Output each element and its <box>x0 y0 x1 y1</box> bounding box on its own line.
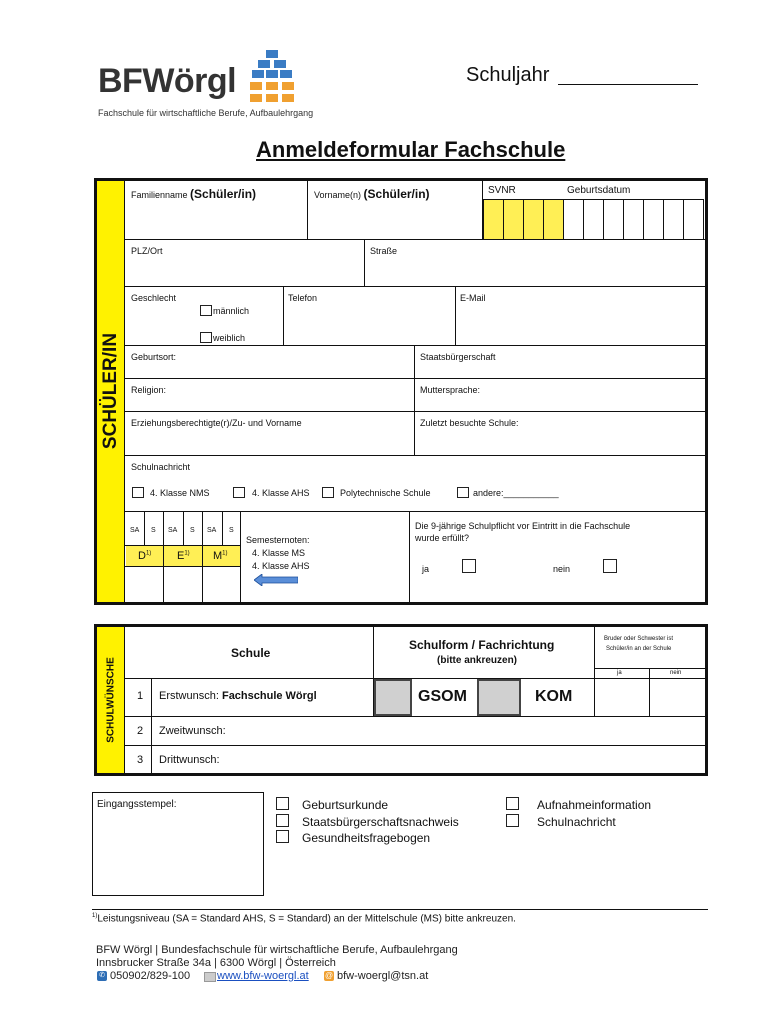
weiblich-checkbox[interactable] <box>200 332 212 343</box>
schulnachricht-doc-label: Schulnachricht <box>537 815 616 829</box>
num-col-divider <box>151 678 152 773</box>
eingangsstempel-label: Eingangsstempel: <box>97 799 177 810</box>
muttersprache-label: Muttersprache: <box>420 385 481 395</box>
weiblich-label: weiblich <box>213 333 246 343</box>
subject-d: $D^{1)}$ <box>138 550 152 562</box>
klasse-ahs-label: 4. Klasse AHS <box>252 561 310 571</box>
sa-header[interactable]: SA <box>168 527 178 534</box>
schulpflicht-nein-checkbox[interactable] <box>603 559 617 573</box>
staatsbuergerschaft-label: Staatsbürgerschaft <box>420 352 496 362</box>
option-poly-checkbox[interactable] <box>322 487 334 498</box>
geburtsdatum-label: Geburtsdatum <box>567 185 631 196</box>
aufnahmeinformation-checkbox[interactable] <box>506 797 519 810</box>
schulnachricht-label: Schulnachricht <box>131 462 191 472</box>
sibling-ja: ja <box>617 670 622 676</box>
wish-row-num: 1 <box>137 690 144 702</box>
footer-web-link[interactable]: www.bfw-woergl.at <box>217 970 309 982</box>
religion-label: Religion: <box>131 385 167 395</box>
grades-grid-col <box>222 511 223 546</box>
option-nms-checkbox[interactable] <box>132 487 144 498</box>
option-ahs-checkbox[interactable] <box>233 487 245 498</box>
sa-header[interactable]: SA <box>207 527 217 534</box>
plz-ort-field-divider <box>364 239 365 286</box>
grades-grid-col <box>202 511 203 602</box>
schulpflicht-ja-checkbox[interactable] <box>462 559 476 573</box>
footnote: $^{1)}$Leistungsniveau (SA = Standard AHS, S = Standard) an der Mittelschule (MS) bitte ankreuzen. <box>92 913 516 925</box>
schulpflicht-ja-label: ja <box>422 564 430 574</box>
row-line <box>125 678 594 679</box>
logo-text: BFWörgl <box>98 62 237 100</box>
row-line <box>125 286 705 287</box>
familienname-label: Familienname (Schüler/in) <box>131 187 257 201</box>
wish-row-num: 2 <box>137 725 144 737</box>
divider <box>594 627 595 716</box>
grades-grid-col <box>163 511 164 602</box>
col-schule-header: Schule <box>231 646 271 660</box>
gesundheitsfragebogen-label: Gesundheitsfragebogen <box>302 831 431 845</box>
option-nms-label: 4. Klasse NMS <box>150 488 210 498</box>
wish-row-num: 3 <box>137 754 144 766</box>
schulpflicht-question-2: wurde erfüllt? <box>415 533 470 543</box>
schulpflicht-nein-label: nein <box>553 564 571 574</box>
divider <box>455 286 456 345</box>
web-icon <box>204 972 216 982</box>
aufnahmeinformation-label: Aufnahmeinformation <box>537 798 652 812</box>
wishes-side-label: SCHULWÜNSCHE <box>105 657 117 743</box>
page-title: Anmeldeformular Fachschule <box>256 137 566 162</box>
email-label: E-Mail <box>460 293 486 303</box>
arrow-left-icon <box>254 574 298 586</box>
student-side-label: SCHÜLER/IN <box>100 332 121 450</box>
schulpflicht-question: Die 9-jährige Schulpflicht vor Eintritt in die Fachschule <box>415 521 631 531</box>
staatsbuergerschaft-doc-label: Staatsbürgerschaftsnachweis <box>302 815 459 829</box>
maennlich-checkbox[interactable] <box>200 305 212 316</box>
sa-header[interactable]: SA <box>130 527 140 534</box>
row-line <box>594 678 705 679</box>
gesundheitsfragebogen-checkbox[interactable] <box>276 830 289 843</box>
gsom-checkbox[interactable] <box>374 679 412 716</box>
logo-icon <box>248 50 296 106</box>
schuljahr-label: Schuljahr <box>466 64 550 86</box>
option-andere-label: andere:___________ <box>473 488 559 498</box>
row-line <box>125 378 705 379</box>
geburtsurkunde-label: Geburtsurkunde <box>302 798 389 812</box>
subject-e: $E^{1)}$ <box>177 550 190 562</box>
strasse-label: Straße <box>370 246 398 256</box>
erziehungsberechtigte-label: Erziehungsberechtigte(r)/Zu- und Vorname <box>131 418 302 428</box>
zweitwunsch-label[interactable]: Zweitwunsch: <box>159 725 226 737</box>
kom-label: KOM <box>535 688 573 705</box>
grades-grid-row <box>125 566 241 567</box>
divider <box>283 286 284 345</box>
mail-icon: @ <box>324 971 334 980</box>
option-andere-checkbox[interactable] <box>457 487 469 498</box>
row-line <box>125 239 705 240</box>
schuljahr-field[interactable] <box>558 84 698 85</box>
footer-phone: 050902/829-100 <box>110 970 191 982</box>
footer-line-2: Innsbrucker Straße 34a | 6300 Wörgl | Österreich <box>96 957 336 969</box>
option-ahs-label: 4. Klasse AHS <box>252 488 310 498</box>
gsom-label: GSOM <box>418 688 467 705</box>
schulnachricht-doc-checkbox[interactable] <box>506 814 519 827</box>
svnr-cells <box>483 200 704 239</box>
grades-grid-col <box>144 511 145 546</box>
staatsbuergerschaft-checkbox[interactable] <box>276 814 289 827</box>
maennlich-label: männlich <box>213 306 250 316</box>
svnr-label: SVNR <box>488 185 516 196</box>
kom-checkbox[interactable] <box>477 679 521 716</box>
col-schulform-header: Schulform / Fachrichtung <box>409 638 555 652</box>
subject-m: $M^{1)}$ <box>213 550 228 562</box>
grades-grid-col <box>183 511 184 546</box>
sibling-nein: nein <box>670 670 682 676</box>
col-sibling-header-2: Schüler/in an der Schule <box>606 646 672 652</box>
klasse-ms-label: 4. Klasse MS <box>252 548 306 558</box>
vorname-label: Vorname(n) (Schüler/in) <box>314 187 430 201</box>
footer-line-1: BFW Wörgl | Bundesfachschule für wirtschaftliche Berufe, Aufbaulehrgang <box>96 944 458 956</box>
row-line <box>125 716 705 717</box>
semesternoten-label: Semesternoten: <box>246 535 310 545</box>
col-sibling-header-1: Bruder oder Schwester ist <box>604 636 674 642</box>
erstwunsch-label: Erstwunsch: Fachschule Wörgl <box>159 690 317 702</box>
phone-icon: ✆ <box>97 971 107 981</box>
row-line <box>125 345 705 346</box>
s-header[interactable]: S <box>229 527 234 534</box>
footer-mail[interactable]: bfw-woergl@tsn.at <box>337 970 429 982</box>
option-poly-label: Polytechnische Schule <box>340 488 431 498</box>
plz-ort-label: PLZ/Ort <box>131 246 163 256</box>
geburtsort-label: Geburtsort: <box>131 352 177 362</box>
row-line <box>125 411 705 412</box>
col-schulform-sub: (bitte ankreuzen) <box>437 655 518 666</box>
divider <box>414 345 415 455</box>
geburtsurkunde-checkbox[interactable] <box>276 797 289 810</box>
drittwunsch-label[interactable]: Drittwunsch: <box>159 754 220 766</box>
logo-subtitle: Fachschule für wirtschaftliche Berufe, Aufbaulehrgang <box>98 108 314 118</box>
sibling-divider <box>649 668 650 716</box>
telefon-label: Telefon <box>288 293 318 303</box>
geschlecht-label: Geschlecht <box>131 293 177 303</box>
row-line <box>125 455 705 456</box>
footnote-line <box>92 909 708 910</box>
zuletzt-schule-label: Zuletzt besuchte Schule: <box>420 418 519 428</box>
s-header[interactable]: S <box>190 527 195 534</box>
row-line <box>125 745 705 746</box>
divider <box>409 511 410 602</box>
familienname-field[interactable] <box>307 181 308 239</box>
s-header[interactable]: S <box>151 527 156 534</box>
